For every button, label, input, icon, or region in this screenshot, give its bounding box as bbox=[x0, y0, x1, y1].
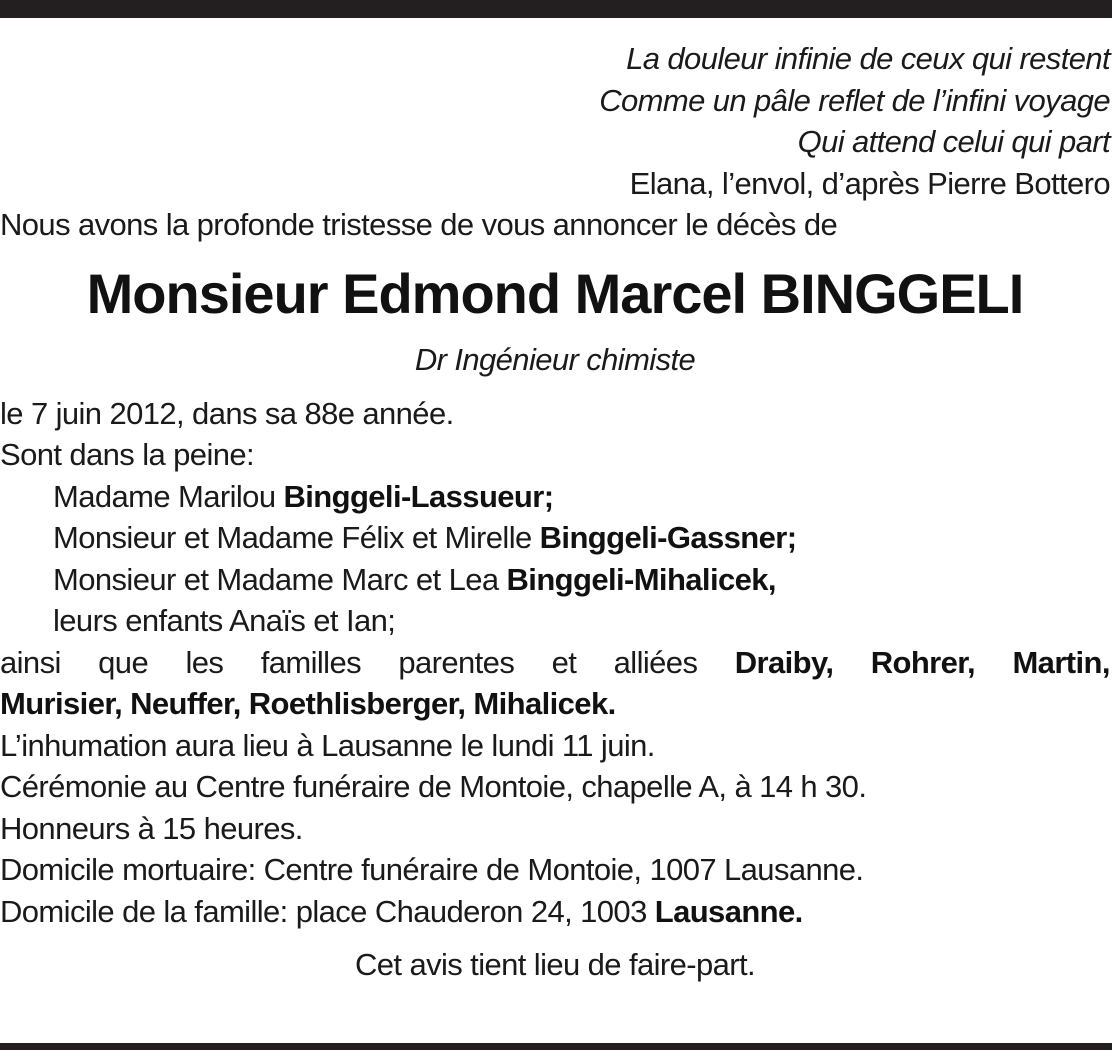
quote-line-2: Comme un pâle reflet de l’infini voyage bbox=[599, 82, 1110, 118]
families-line-2 bbox=[0, 683, 1110, 725]
detail-ceremony: Cérémonie au Centre funéraire de Montoie, chapelle A, à 14 h 30. bbox=[0, 769, 867, 804]
quote-line-3: Qui attend celui qui part bbox=[797, 124, 1110, 159]
mourner-line bbox=[0, 517, 1110, 559]
deceased-name: Monsieur Edmond Marcel BINGGELI bbox=[86, 261, 1024, 325]
mourner-surname: Binggeli-Lassueur; bbox=[283, 478, 554, 514]
mourner-prefix: Monsieur et Madame Marc et Lea bbox=[53, 561, 499, 597]
family-home bbox=[0, 891, 1110, 933]
top-rule bbox=[0, 0, 1112, 18]
quote-source: Elana, l’envol, d’après Pierre Bottero bbox=[629, 165, 1110, 201]
family-home-city: Lausanne. bbox=[654, 893, 803, 929]
families-word: les bbox=[185, 644, 224, 680]
mourner-line bbox=[0, 559, 1110, 601]
families-word: que bbox=[98, 644, 149, 680]
detail-honours: Honneurs à 15 heures. bbox=[0, 810, 303, 846]
mourner-prefix: leurs enfants Anaïs et Ian; bbox=[53, 603, 396, 638]
family-name: Martin, bbox=[1012, 644, 1110, 680]
families-word: parentes bbox=[398, 644, 515, 680]
mourner-surname: Binggeli-Mihalicek, bbox=[506, 561, 776, 597]
families-word: alliées bbox=[613, 644, 698, 680]
mourner-surname: Binggeli-Gassner; bbox=[539, 520, 797, 555]
mourners-intro: Sont dans la peine: bbox=[0, 437, 255, 472]
closing-note: Cet avis tient lieu de faire-part. bbox=[354, 947, 756, 982]
families-word: familles bbox=[260, 644, 361, 680]
obituary-notice bbox=[0, 38, 1110, 986]
mourner-prefix: Monsieur et Madame Félix et Mirelle bbox=[53, 520, 532, 555]
families-word: et bbox=[551, 644, 577, 680]
date-line: le 7 juin 2012, dans sa 88e année. bbox=[0, 395, 454, 431]
quote-line-1: La douleur infinie de ceux qui restent bbox=[626, 41, 1110, 76]
detail-burial: L’inhumation aura lieu à Lausanne le lundi 11 juin. bbox=[0, 727, 655, 763]
families-line-1 bbox=[0, 642, 1110, 684]
family-name: Rohrer, bbox=[870, 644, 976, 680]
family-names: Murisier, Neuffer, Roethlisberger, Mihalicek. bbox=[0, 686, 616, 721]
detail-mortuary: Domicile mortuaire: Centre funéraire de Montoie, 1007 Lausanne. bbox=[0, 852, 864, 887]
mourner-line bbox=[0, 600, 1110, 642]
mourner-prefix: Madame Marilou bbox=[53, 478, 276, 514]
mourner-line bbox=[0, 476, 1110, 518]
family-name: Draiby, bbox=[734, 644, 834, 680]
announcement: Nous avons la profonde tristesse de vous annoncer le décès de bbox=[0, 207, 838, 242]
families-word: ainsi bbox=[0, 644, 61, 680]
deceased-title: Dr Ingénieur chimiste bbox=[414, 341, 696, 377]
family-home-prefix: Domicile de la famille: place Chauderon 24, 1003 bbox=[0, 893, 647, 929]
bottom-rule bbox=[0, 1043, 1112, 1050]
